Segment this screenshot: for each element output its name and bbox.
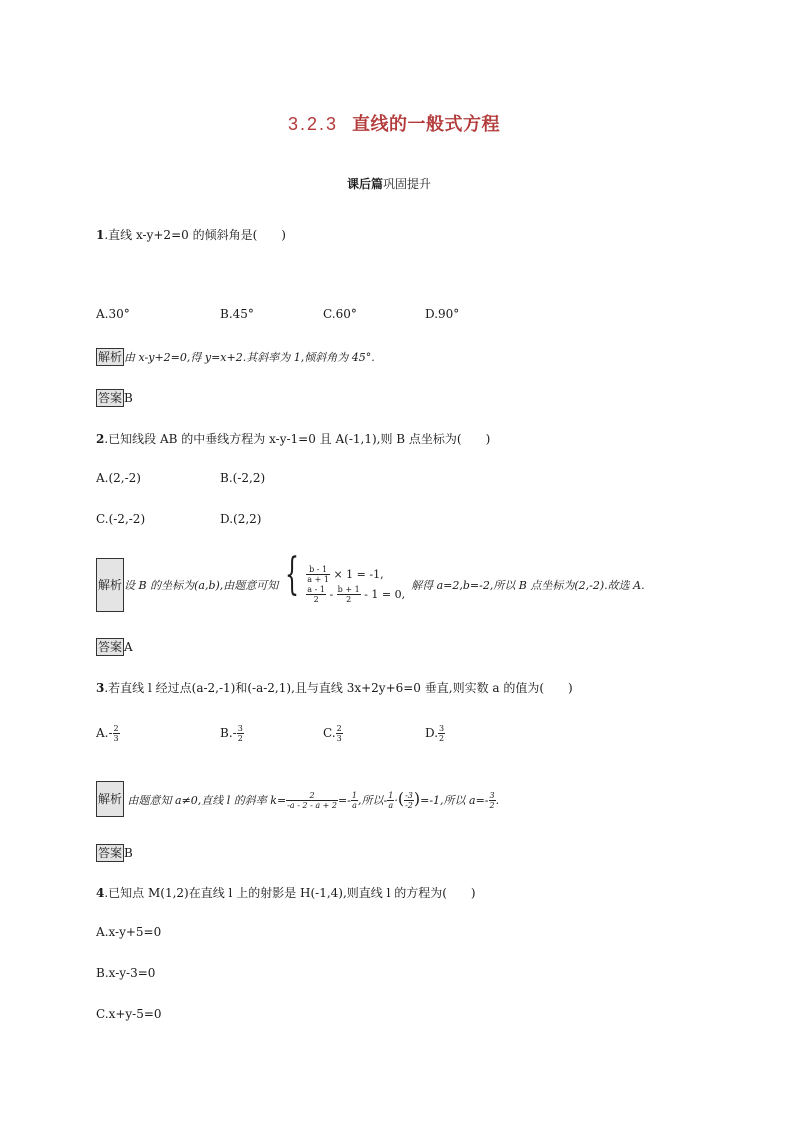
question-1 xyxy=(96,226,286,243)
explanation-text: 由题意知 a≠0,直线 l 的斜率 k= $\frac{2}{-a - 2 - a + 2}$ =- $\frac{1}{a}$ ,所以- $\frac{1}{a}$ ·( $\frac{-3}{-2}$ )=-1,所以 a=- $\frac{3}{2}$ . xyxy=(127,788,500,810)
explanation-1 xyxy=(96,346,375,366)
option-a: A.(2,-2) xyxy=(96,471,141,485)
explanation-tag: 解析 xyxy=(98,349,123,364)
option-d: D.(2,2) xyxy=(220,512,262,526)
answer-tag: 答案 xyxy=(98,390,123,405)
option-c: C. $\frac{2}{3}$ xyxy=(323,724,342,743)
option-d: D. $\frac{3}{2}$ xyxy=(425,724,445,743)
answer-2 xyxy=(96,636,133,656)
question-number: 4 xyxy=(96,886,105,900)
subtitle-rest: 巩固提升 xyxy=(383,177,432,191)
answer-value: B xyxy=(124,846,133,860)
question-text: .已知线段 AB 的中垂线方程为 x-y-1=0 且 A(-1,1),则 B 点坐标为( ) xyxy=(104,432,491,446)
answer-value: A xyxy=(124,640,133,654)
option-b: B.45° xyxy=(220,307,254,321)
equation-system: $\frac{b - 1}{a + 1}$ × 1 = -1, $\frac{a - 1}{2}$ - $\frac{b + 1}{2}$ - 1 = 0, xyxy=(307,565,406,604)
question-number: 3 xyxy=(96,681,105,695)
explanation-3 xyxy=(96,781,499,817)
answer-1 xyxy=(96,387,133,407)
section-number: 3.2.3 xyxy=(288,114,339,134)
question-text: .直线 x-y+2=0 的倾斜角是( ) xyxy=(104,228,286,242)
question-number: 1 xyxy=(96,228,105,242)
section-title: 直线的一般式方程 xyxy=(352,114,501,135)
question-text: .若直线 l 经过点(a-2,-1)和(-a-2,1),且与直线 3x+2y+6=0 垂直,则实数 a 的值为( ) xyxy=(104,681,573,695)
question-number: 2 xyxy=(96,432,105,446)
option-c: C.(-2,-2) xyxy=(96,512,146,526)
explanation-text: 由 x-y+2=0,得 y=x+2.其斜率为 1,倾斜角为 45°. xyxy=(124,351,375,364)
question-text: .已知点 M(1,2)在直线 l 上的射影是 H(-1,4),则直线 l 的方程为( ) xyxy=(104,886,476,900)
subtitle-bold: 课后篇 xyxy=(347,177,384,191)
explanation-tag: 解析 xyxy=(96,558,124,612)
page-title xyxy=(288,110,500,136)
question-4 xyxy=(96,884,476,901)
option-c: C.x+y-5=0 xyxy=(96,1007,162,1021)
answer-tag: 答案 xyxy=(98,639,123,654)
option-b: B.(-2,2) xyxy=(220,471,266,485)
explanation-text-pre: 设 B 的坐标为(a,b),由题意可知 xyxy=(124,579,279,592)
option-d: D.90° xyxy=(425,307,460,321)
answer-value: B xyxy=(124,391,133,405)
option-a: A.- $\frac{2}{3}$ xyxy=(96,724,119,743)
option-a: A.x-y+5=0 xyxy=(96,925,162,939)
option-c: C.60° xyxy=(323,307,357,321)
option-b: B.- $\frac{3}{2}$ xyxy=(220,724,243,743)
explanation-text-post: 解得 a=2,b=-2,所以 B 点坐标为(2,-2).故选 A. xyxy=(411,579,645,592)
explanation-2 xyxy=(96,549,645,612)
explanation-tag: 解析 xyxy=(96,781,124,817)
option-b: B.x-y-3=0 xyxy=(96,966,156,980)
brace-symbol: { xyxy=(285,549,300,600)
answer-tag: 答案 xyxy=(98,845,123,860)
option-a: A.30° xyxy=(96,307,130,321)
question-2 xyxy=(96,430,490,447)
question-3 xyxy=(96,679,573,696)
subtitle xyxy=(347,175,431,192)
answer-3 xyxy=(96,842,133,862)
